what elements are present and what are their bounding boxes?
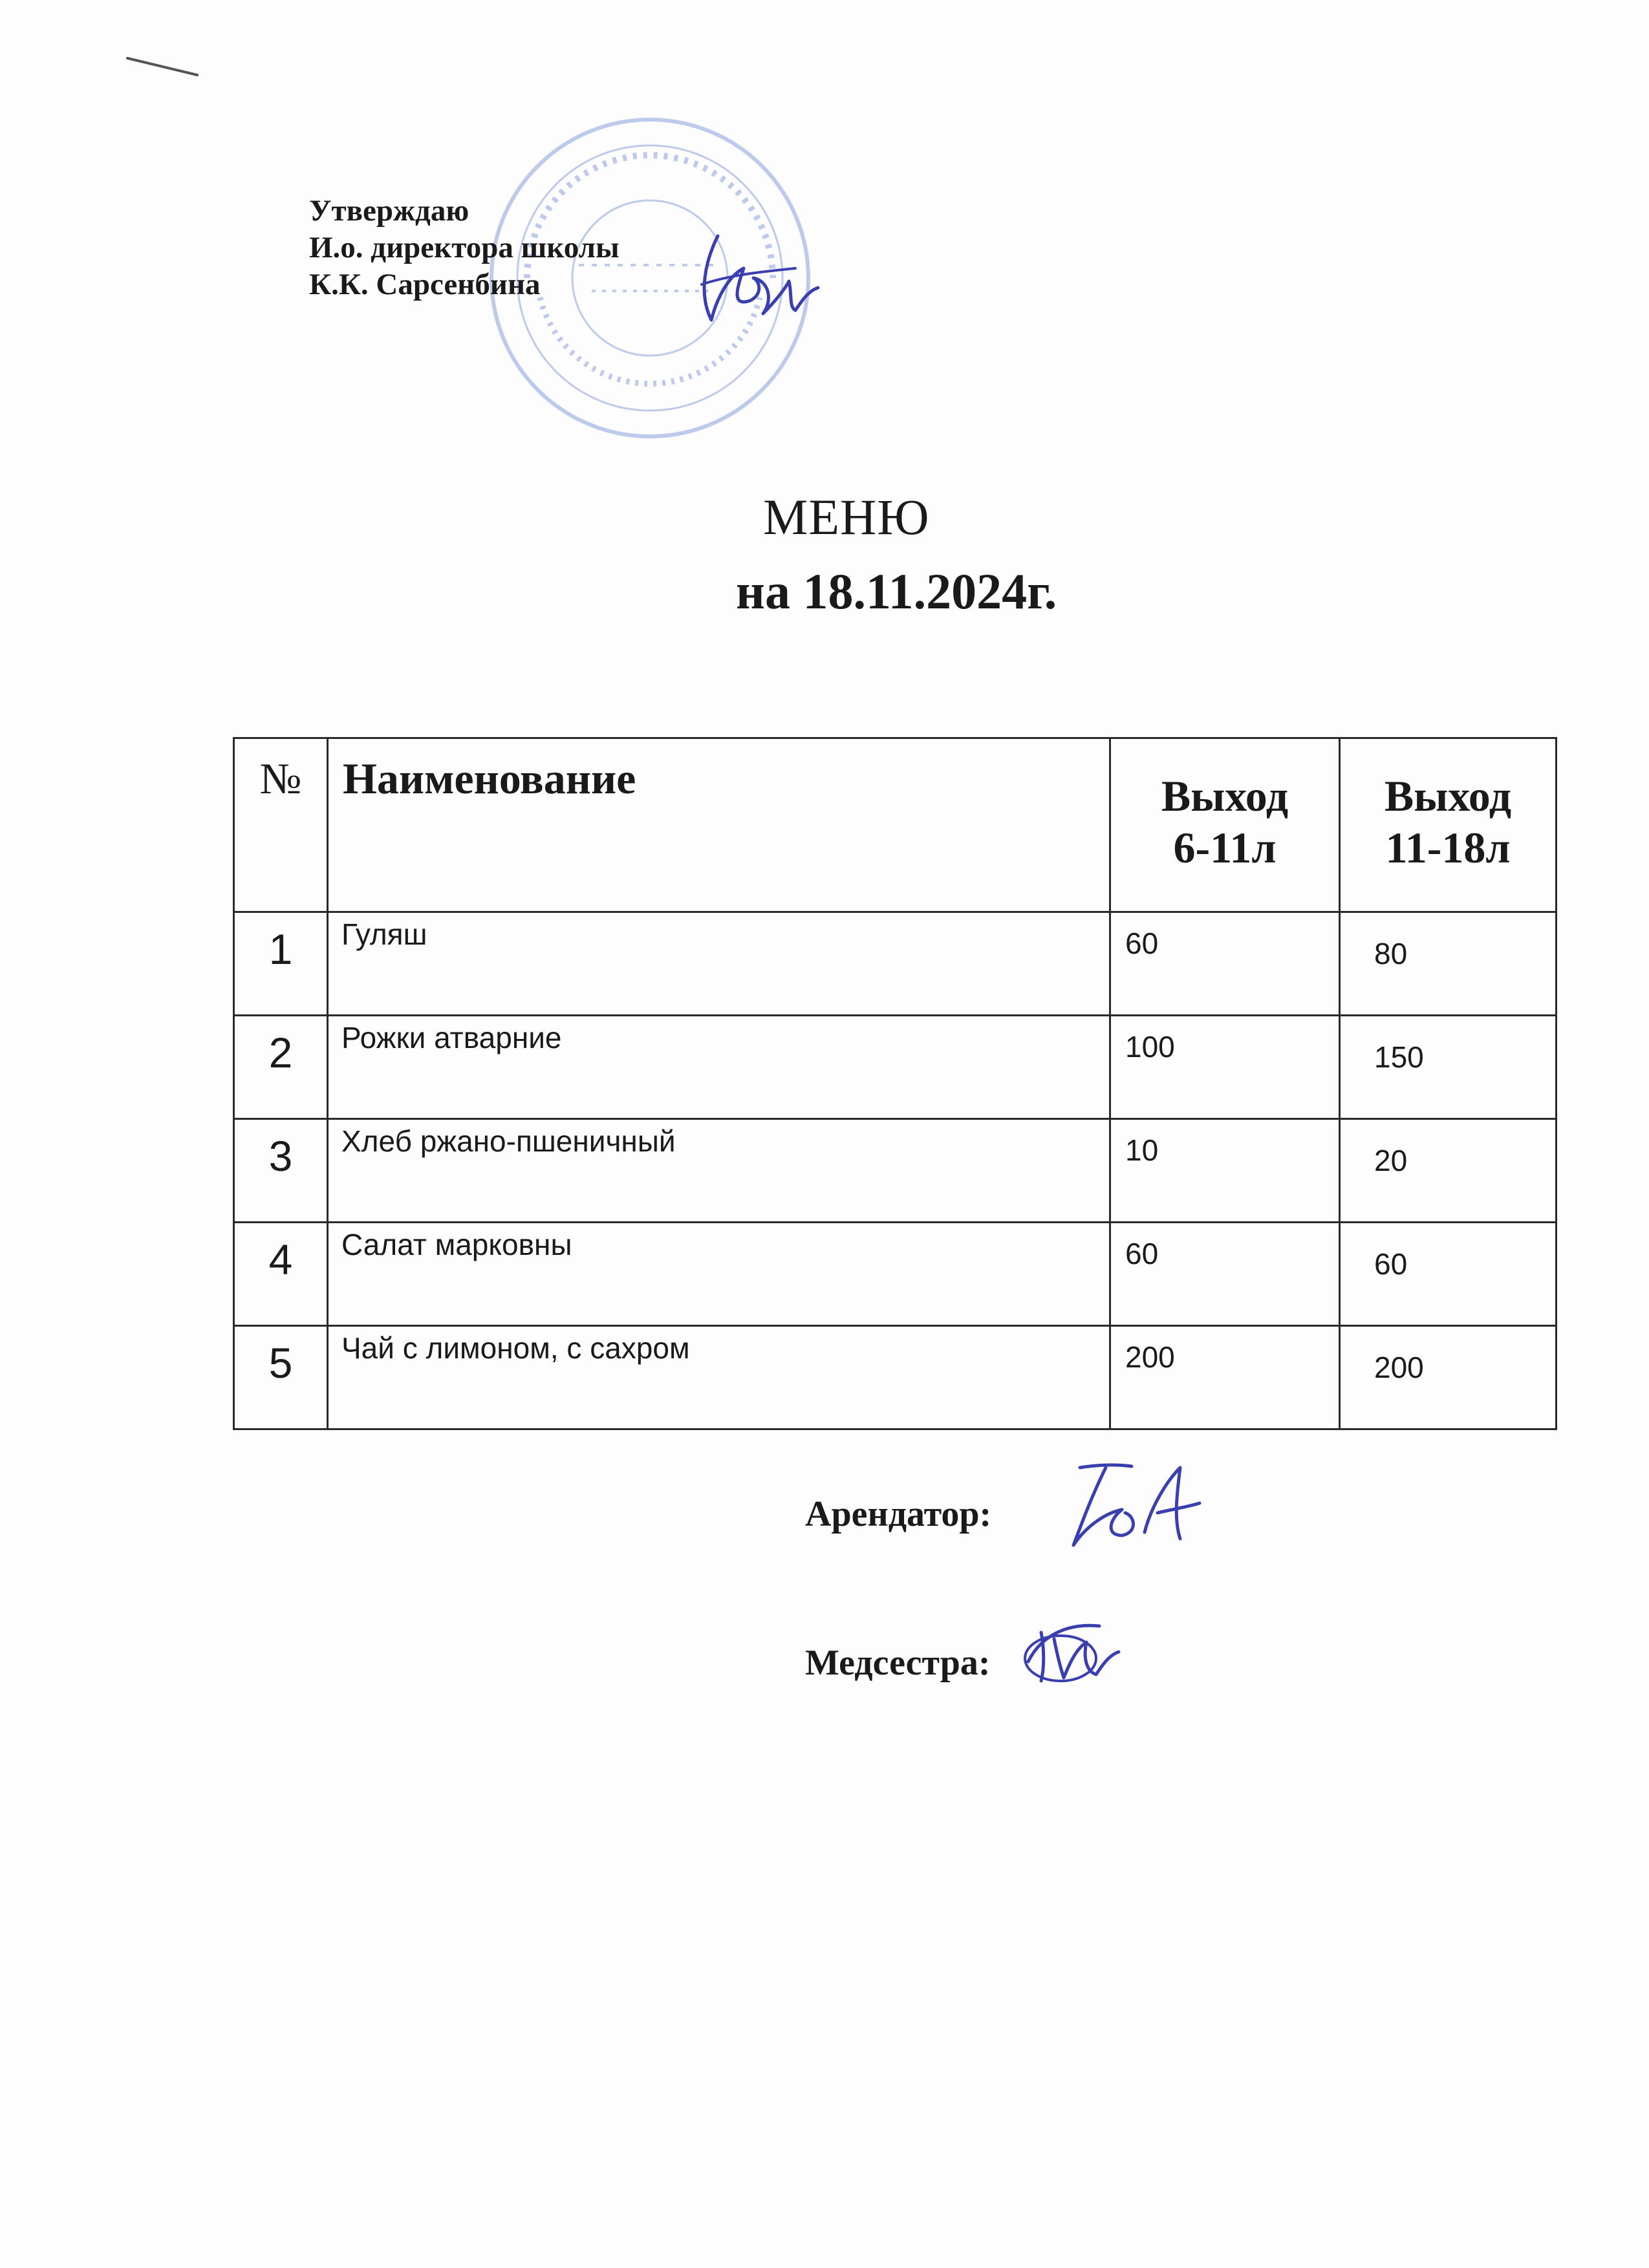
dish-name: Чай с лимоном, с сахром bbox=[328, 1326, 1110, 1429]
table-row bbox=[234, 1119, 1557, 1223]
portion-6-11: 10 bbox=[1110, 1119, 1340, 1223]
row-number: 2 bbox=[234, 1016, 328, 1119]
director-signature bbox=[692, 223, 821, 333]
portion-6-11: 60 bbox=[1110, 912, 1340, 1016]
table-header-row bbox=[234, 738, 1557, 912]
header-output-11-18 bbox=[1340, 738, 1557, 912]
table-row bbox=[234, 1223, 1557, 1326]
row-number: 4 bbox=[234, 1223, 328, 1326]
header-output-label: Выход bbox=[1384, 771, 1512, 820]
portion-11-18: 80 bbox=[1340, 912, 1557, 1016]
tenant-signature bbox=[1061, 1448, 1209, 1558]
menu-title: МЕНЮ bbox=[763, 489, 930, 545]
nurse-signature bbox=[1015, 1610, 1125, 1687]
dish-name: Рожки атварние bbox=[328, 1016, 1110, 1119]
tenant-label: Арендатор: bbox=[805, 1494, 992, 1534]
portion-11-18: 150 bbox=[1340, 1016, 1557, 1119]
portion-11-18: 60 bbox=[1340, 1223, 1557, 1326]
table-row bbox=[234, 912, 1557, 1016]
header-output-age: 11-18л bbox=[1385, 823, 1511, 872]
dish-name: Хлеб ржано-пшеничный bbox=[328, 1119, 1110, 1223]
row-number: 3 bbox=[234, 1119, 328, 1223]
row-number: 5 bbox=[234, 1326, 328, 1429]
portion-11-18: 20 bbox=[1340, 1119, 1557, 1223]
approval-name: К.К. Сарсенбина bbox=[309, 268, 541, 301]
scan-mark bbox=[126, 57, 204, 83]
approval-title: Утверждаю bbox=[309, 194, 469, 228]
header-name: Наименование bbox=[328, 738, 1110, 912]
portion-11-18: 200 bbox=[1340, 1326, 1557, 1429]
header-output-label: Выход bbox=[1161, 771, 1289, 820]
portion-6-11: 100 bbox=[1110, 1016, 1340, 1119]
row-number: 1 bbox=[234, 912, 328, 1016]
portion-6-11: 60 bbox=[1110, 1223, 1340, 1326]
table-row bbox=[234, 1326, 1557, 1429]
header-output-6-11 bbox=[1110, 738, 1340, 912]
header-number: № bbox=[234, 738, 328, 912]
menu-table bbox=[233, 737, 1557, 1430]
table-row bbox=[234, 1016, 1557, 1119]
header-output-age: 6-11л bbox=[1173, 823, 1277, 872]
menu-date: на 18.11.2024г. bbox=[736, 563, 1057, 619]
approval-position: И.о. директора школы bbox=[309, 231, 620, 264]
dish-name: Салат марковны bbox=[328, 1223, 1110, 1326]
nurse-label: Медсестра: bbox=[805, 1643, 991, 1683]
portion-6-11: 200 bbox=[1110, 1326, 1340, 1429]
approval-block bbox=[309, 193, 620, 303]
dish-name: Гуляш bbox=[328, 912, 1110, 1016]
